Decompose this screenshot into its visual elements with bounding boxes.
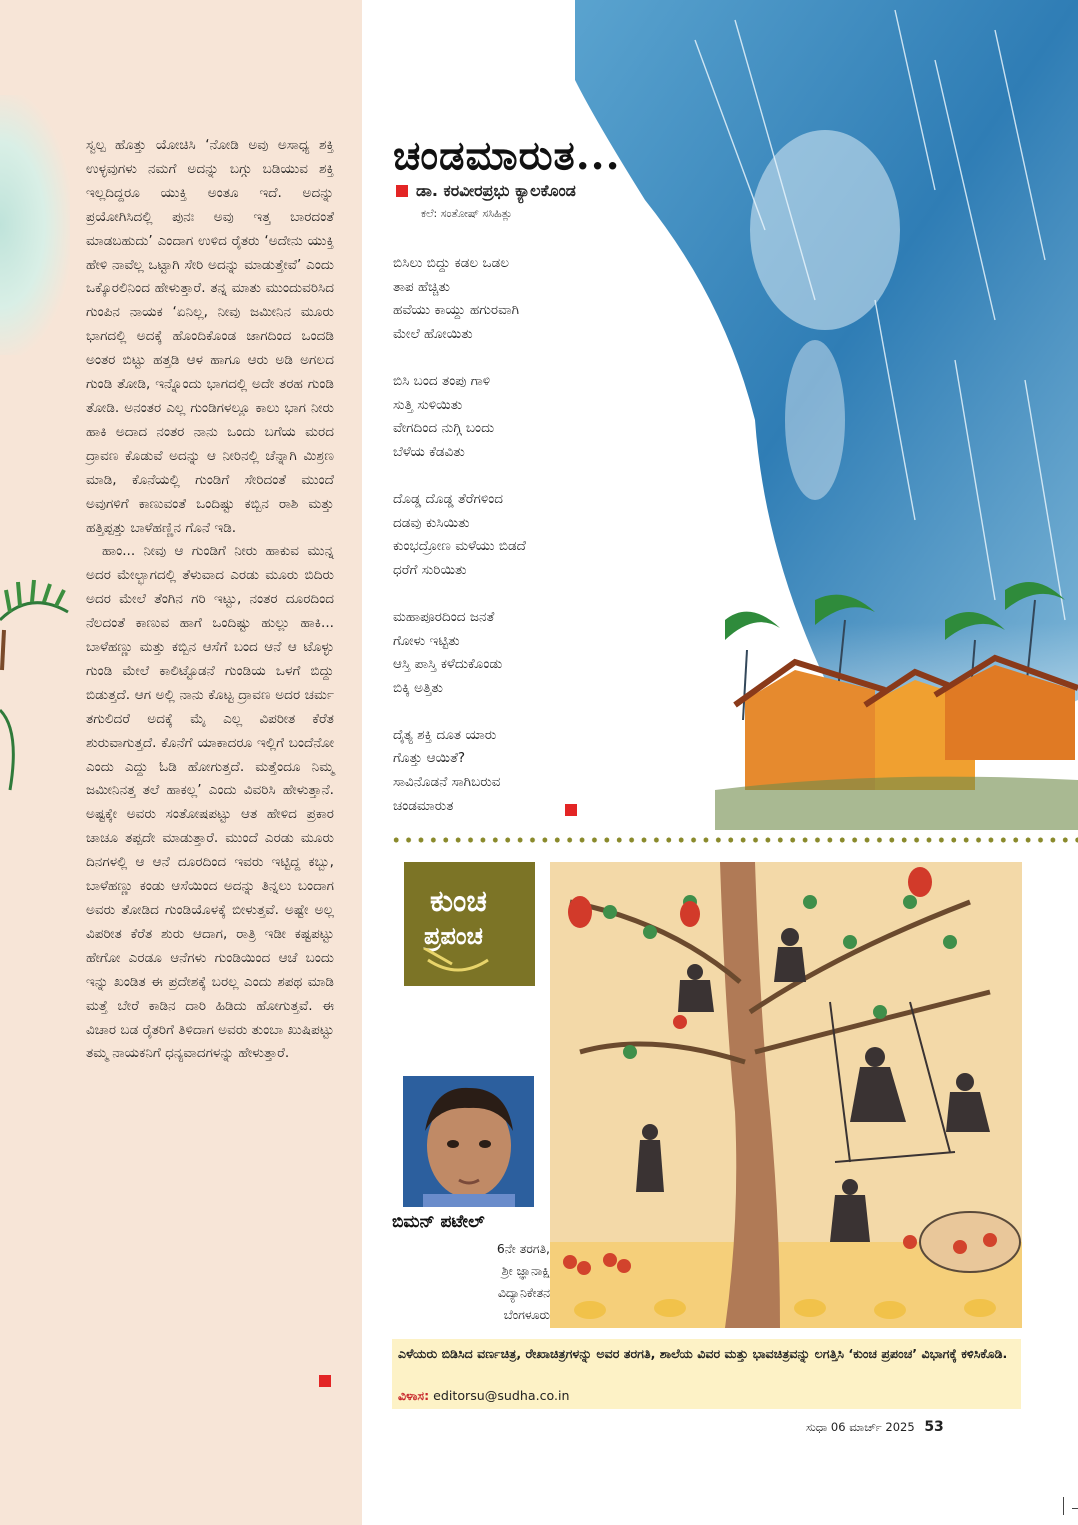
end-marker [565, 804, 577, 816]
story-paragraph: ಸ್ವಲ್ಪ ಹೊತ್ತು ಯೋಚಿಸಿ ‘ನೋಡಿ ಅವು ಅಸಾಧ್ಯ ಶಕ್ತಿ ಉಳ್ಳವುಗಳು ನಮಗೆ ಅದನ್ನು ಬಗ್ಗು ಬಡಿಯುವ ಶಕ್ತಿ ಇಲ್ಲದಿದ್ದರೂ ಯುಕ್ತಿ ಅಂತೂ ಇದೆ. ಅದನ್ನು ಪ್ರಯೋಗಿಸಿದಲ್ಲಿ ಪುನಃ ಅವು ಇತ್ತ ಬಾರದಂತೆ ಮಾಡಬಹುದು’ ಎಂದಾಗ ಉಳಿದ ರೈತರು ‘ಅದೇನು ಯುಕ್ತಿ ಹೇಳಿ ನಾವೆಲ್ಲ ಒಟ್ಟಾಗಿ ಸೇರಿ ಅದನ್ನು ಮಾಡುತ್ತೇವೆ’ ಎಂದು ಒಕ್ಕೊರಲಿನಿಂದ ಹೇಳುತ್ತಾರೆ. ತನ್ನ ಮಾತು ಮುಂದುವರಿಸಿದ ಗುಂಪಿನ ನಾಯಕ ‘ಏನಿಲ್ಲ, ನೀವು ಜಮೀನಿನ ಮೂರು ಭಾಗದಲ್ಲಿ ಅದಕ್ಕೆ ಹೊಂದಿಕೊಂಡ ಜಾಗದಿಂದ ಒಂದಡಿ ಅಂತರ ಬಿಟ್ಟು ಹತ್ತಡಿ ಆಳ ಹಾಗೂ ಆರು ಅಡಿ ಅಗಲದ ಗುಂಡಿ ತೋಡಿ, ಇನ್ನೊಂದು ಭಾಗದಲ್ಲಿ ಅದೇ ತರಹ ಗುಂಡಿ ತೋಡಿ. ಅನಂತರ ಎಲ್ಲ ಗುಂಡಿಗಳಲ್ಲೂ ಕಾಲು ಭಾಗ ನೀರು ಹಾಕಿ ಅದಾದ ನಂತರ ನಾನು ಒಂದು ಬಗೆಯ ಮರದ ದ್ರಾವಣ ಕೊಡುವೆ ಅದನ್ನು ಆ ನೀರಿನಲ್ಲಿ ಚೆನ್ನಾಗಿ ಮಿಶ್ರಣ ಮಾಡಿ, ಕೊನೆಯಲ್ಲಿ ಗುಂಡಿಗೆ ಸೇರಿದಂತೆ ಮುಂದೆ ಅವುಗಳಿಗೆ ಕಾಣುವಂತೆ ಒಂದಿಷ್ಟು ಕಬ್ಬಿನ ರಾಶಿ ಮತ್ತು ಹತ್ತಿಪ್ಪತ್ತು ಬಾಳೆಹಣ್ಣಿನ ಗೊನೆ ಇಡಿ. [86, 137, 334, 536]
crop-mark [1072, 1508, 1078, 1509]
watercolor-decoration [0, 95, 70, 355]
poem-title: ಚಂಡಮಾರುತ... [393, 132, 621, 179]
poem-line: ಬಿಕ್ಕಿ ಅತ್ತಿತು [393, 679, 443, 696]
art-credit: ಕಲೆ: ಸಂತೋಷ್ ಸಸಿಹಿತ್ಲು [421, 207, 513, 220]
storm-illustration [575, 0, 1078, 830]
poem-line: ಬಿಸಿಲು ಬಿದ್ದು ಕಡಲ ಒಡಲ [393, 255, 510, 271]
logo-line-2: ಪ್ರಪಂಚ [424, 922, 483, 950]
page-number: 53 [924, 1419, 944, 1435]
child-city: ಬೆಂಗಳೂರು [503, 1307, 550, 1322]
end-marker [319, 1375, 331, 1387]
address-label: ವಿಳಾಸ: [398, 1388, 430, 1403]
child-details [440, 1238, 550, 1326]
poem-line: ಮಹಾಪೂರದಿಂದ ಜನತೆ [393, 608, 495, 625]
child-school-line: ವಿದ್ಯಾನಿಕೇತನ [497, 1285, 550, 1300]
poem-body [393, 252, 633, 842]
address-email-link[interactable]: editorsu@sudha.co.in [433, 1388, 570, 1403]
poem-stanza [393, 724, 633, 818]
poem-stanza [393, 252, 633, 346]
dotted-divider [390, 836, 1078, 844]
child-school-line: ಶ್ರೀ ಜ್ಞಾನಾಕ್ಷಿ [501, 1263, 550, 1278]
author-marker [396, 185, 408, 197]
palm-leaf-illustration [0, 560, 70, 680]
poem-line: ಬೆಳೆಯ ಕೆಡವಿತು [393, 443, 465, 460]
poem-line: ದೊಡ್ಡ ದೊಡ್ಡ ತೆರೆಗಳಿಂದ [393, 490, 504, 507]
paint-bowl-icon [418, 948, 498, 978]
poem-stanza [393, 370, 633, 464]
poem-line: ದೈತ್ಯ ಶಕ್ತಿ ದೂತ ಯಾರು [393, 726, 497, 743]
poem-line: ಮೇಲೆ ಹೋಯಿತು [393, 325, 473, 342]
poem-line: ಆಸ್ತಿ ಪಾಸ್ತಿ ಕಳೆದುಕೊಂಡು [393, 656, 503, 673]
page-footer [806, 1419, 944, 1435]
poem-line: ಹವೆಯು ಕಾಯ್ದು ಹಗುರವಾಗಿ [393, 302, 520, 319]
author-name: ಡಾ. ಕರವೀರಪ್ರಭು ಕ್ಯಾಲಕೊಂಡ [416, 181, 576, 200]
child-drawing [550, 862, 1022, 1328]
child-photo [403, 1076, 534, 1207]
poem-line: ಸಾವಿನೊಡನೆ ಸಾಗಿಬರುವ [393, 774, 501, 791]
poem-line: ಕುಂಭದ್ರೋಣ ಮಳೆಯು ಬಿಡದೆ [393, 538, 526, 555]
poem-line: ಗೊತ್ತು ಆಯಿತೆ? [393, 750, 466, 767]
logo-line-1: ಕುಂಚ [430, 884, 487, 919]
poem-stanza [393, 488, 633, 582]
poem-line: ಬಿಸಿ ಬಂದ ತಂಪು ಗಾಳಿ [393, 372, 491, 389]
plant-illustration [0, 690, 30, 800]
submission-notice [392, 1339, 1021, 1409]
poem-line: ಸುತ್ತಿ ಸುಳಿಯಿತು [393, 396, 463, 413]
poem-line: ವೇಗದಿಂದ ನುಗ್ಗಿ ಬಂದು [393, 420, 495, 437]
kuncha-prapancha-logo [404, 862, 535, 986]
notice-address [398, 1388, 570, 1404]
poem-line: ಧರೆಗೆ ಸುರಿಯಿತು [393, 561, 467, 578]
notice-text: ಎಳೆಯರು ಬಿಡಿಸಿದ ವರ್ಣಚಿತ್ರ, ರೇಖಾಚಿತ್ರಗಳನ್ನು ಅವರ ತರಗತಿ, ಶಾಲೆಯ ವಿವರ ಮತ್ತು ಭಾವಚಿತ್ರವನ್ನು ಲಗತ್ತಿಸಿ ‘ಕುಂಚ ಪ್ರಪಂಚ’ ವಿಭಾಗಕ್ಕೆ ಕಳಿಸಿಕೊಡಿ. [398, 1346, 1008, 1361]
story-paragraph: ಹಾಂ... ನೀವು ಆ ಗುಂಡಿಗೆ ನೀರು ಹಾಕುವ ಮುನ್ನ ಅದರ ಮೇಲ್ಭಾಗದಲ್ಲಿ ತೆಳುವಾದ ಎರಡು ಮೂರು ಬಿದಿರು ಅದರ ಮೇಲೆ ತೆಂಗಿನ ಗರಿ ಇಟ್ಟು, ನಂತರ ದೂರದಿಂದ ನೆಲದಂತೆ ಕಾಣುವ ಹಾಗೆ ಒಂದಿಷ್ಟು ಹುಲ್ಲು ಹಾಕಿ... ಬಾಳೆಹಣ್ಣು ಮತ್ತು ಕಬ್ಬಿನ ಆಸೆಗೆ ಬಂದ ಆನೆ ಆ ಟೊಳ್ಳು ಗುಂಡಿ ಮೇಲೆ ಕಾಲಿಟ್ಟೊಡನೆ ಗುಂಡಿಯ ಒಳಗೆ ಬಿದ್ದು ಬಿಡುತ್ತದೆ. ಆಗ ಅಲ್ಲಿ ನಾನು ಕೊಟ್ಟ ದ್ರಾವಣ ಅದರ ಚರ್ಮ ತಗುಲಿದರೆ ಅದಕ್ಕೆ ಮೈ ಎಲ್ಲ ವಿಪರೀತ ಕೆರೆತ ಶುರುವಾಗುತ್ತದೆ. ಕೊನೆಗೆ ಯಾಕಾದರೂ ಇಲ್ಲಿಗೆ ಬಂದೆನೋ ಎಂದು ಎದ್ದು ಓಡಿ ಹೋಗುತ್ತದೆ. ಮತ್ತೆಂದೂ ನಿಮ್ಮ ಜಮೀನಿನತ್ತ ತಲೆ ಹಾಕಲ್ಲ’ ಎಂದು ವಿವರಿಸಿ ಹೇಳುತ್ತಾನೆ. ಅಷ್ಟಕ್ಕೇ ಅವರು ಸಂತೋಷಪಟ್ಟು ಆತ ಹೇಳಿದ ಪ್ರಕಾರ ಚಾಚೂ ತಪ್ಪದೇ ಮಾಡುತ್ತಾರೆ. ಮುಂದೆ ಎರಡು ಮೂರು ದಿನಗಳಲ್ಲಿ ಆ ಆನೆ ದೂರದಿಂದ ಇವರು ಇಟ್ಟಿದ್ದ ಕಬ್ಬು, ಬಾಳೆಹಣ್ಣು ಕಂಡು ಆಸೆಯಿಂದ ಅದನ್ನು ತಿನ್ನಲು ಬಂದಾಗ ಅವರು ತೋಡಿದ ಗುಂಡಿಯೊಳಕ್ಕೆ ಬೀಳುತ್ತವೆ. ಅಷ್ಟೇ ಅಲ್ಲ ವಿಪರೀತ ಕೆರೆತ ಶುರು ಆದಾಗ, ರಾತ್ರಿ ಇಡೀ ಕಷ್ಟಪಟ್ಟು ಹೇಗೋ ಎರಡೂ ಆನೆಗಳು ಗುಂಡಿಯಿಂದ ಆಚೆ ಬಂದು ಇನ್ನು ಖಂಡಿತ ಈ ಪ್ರದೇಶಕ್ಕೆ ಬರಲ್ಲ ಎಂದು ಶಪಥ ಮಾಡಿ ಮತ್ತೆ ಬೇರೆ ಕಾಡಿನ ದಾರಿ ಹಿಡಿದು ಹೋಗುತ್ತವೆ. ಈ ವಿಚಾರ ಬಡ ರೈತರಿಗೆ ತಿಳಿದಾಗ ಅವರು ತುಂಬಾ ಖುಷಿಪಟ್ಟು ತಮ್ಮ ನಾಯಕನಿಗೆ ಧನ್ಯವಾದಗಳನ್ನು ಹೇಳುತ್ತಾರೆ. [86, 543, 334, 1062]
poem-stanza [393, 606, 633, 700]
poem-line: ಗೋಳು ಇಟ್ಟಿತು [393, 632, 460, 649]
poem-line: ಚಂಡಮಾರುತ [393, 797, 454, 814]
story-text [86, 134, 334, 1066]
poem-author [396, 181, 576, 201]
poem-line: ದಡವು ಕುಸಿಯಿತು [393, 514, 470, 531]
child-name: ಬಿಮನ್ ಪಟೇಲ್ [392, 1212, 485, 1232]
child-class: 6ನೇ ತರಗತಿ, [496, 1241, 550, 1256]
footer-magazine-date: ಸುಧಾ 06 ಮಾರ್ಚ್ 2025 [806, 1420, 915, 1434]
poem-line: ತಾಪ ಹೆಚ್ಚಿತು [393, 278, 451, 295]
crop-mark [1063, 1497, 1064, 1515]
